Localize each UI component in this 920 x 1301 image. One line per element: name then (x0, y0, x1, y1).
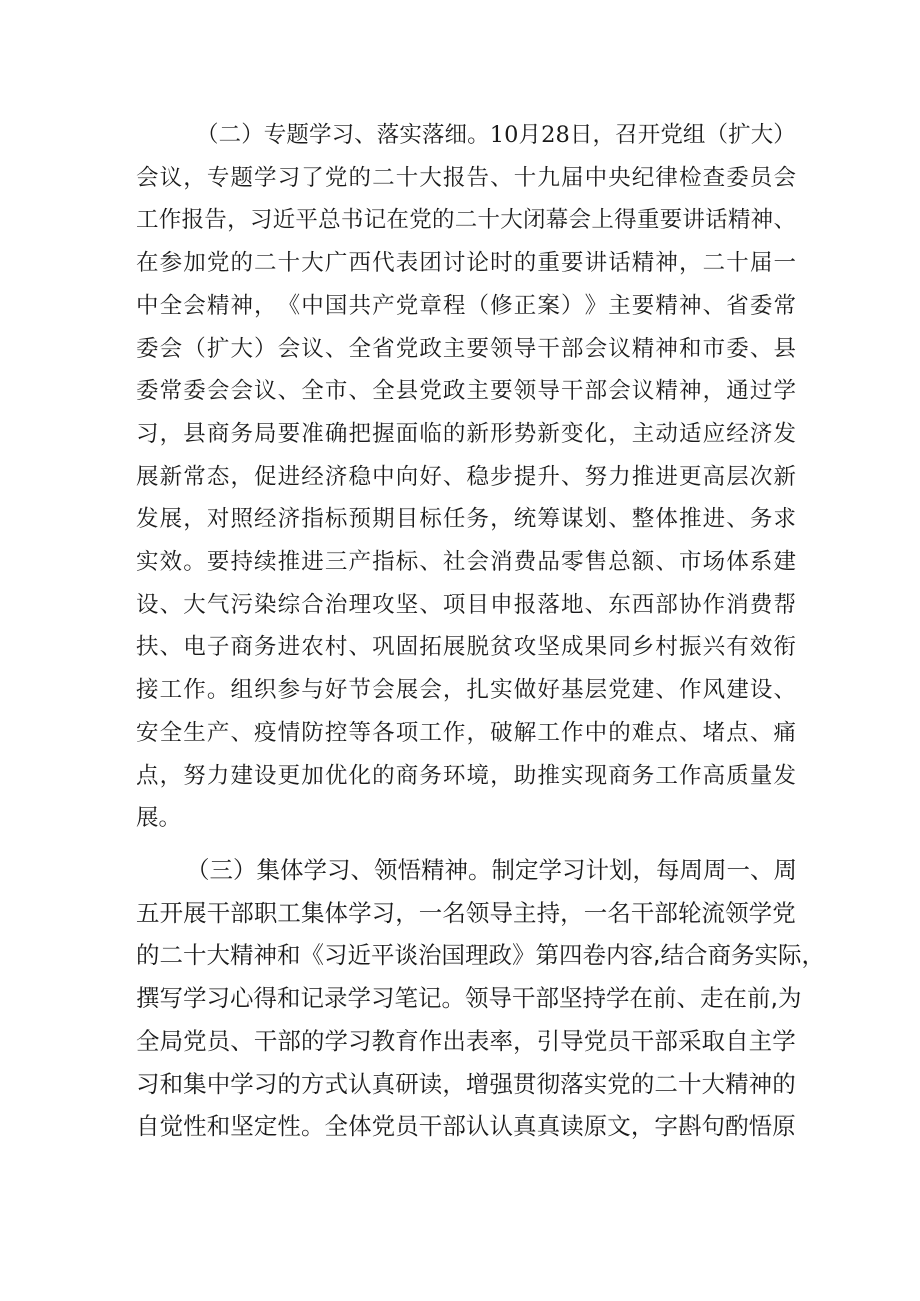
paragraph-line: 五 开 展 干 部 职 工 集 体 学 习 ， 一 名 领 导 主 持 ， 一 名 干 部 轮 流 领 学 党 (136, 898, 796, 927)
paragraph-line: 接 工 作 。 组 织 参 与 好 节 会 展 会 ， 扎 实 做 好 基 层 党 建 、 作 风 建 设 、 (136, 677, 796, 704)
paragraph-line: 展。 (136, 805, 182, 832)
paragraph-line: 展 新 常 态 ， 促 进 经 济 稳 中 向 好 、 稳 步 提 升 、 努 力 推 进 更 高 层 次 新 (136, 463, 796, 490)
paragraph-line: 委 常 委 会 会 议 、 全 市 、 全 县 党 政 主 要 领 导 干 部 会 议 精 神 ， 通 过 学 (136, 378, 796, 405)
paragraph-line: （ 二 ） 专 题 学 习 、 落 实 落 细 。 1 0 月 2 8 日 ， 召 开 党 组 （ 扩 大 ） (196, 122, 796, 148)
paragraph-line: 在 参 加 党 的 二 十 大 广 西 代 表 团 讨 论 时 的 重 要 讲 话 精 神 ， 二 十 届 一 (136, 250, 796, 277)
paragraph-line: 撰 写 学 习 心 得 和 记 录 学 习 笔 记 。 领 导 干 部 坚 持 学 在 前 、 走 在 前 , 为 (136, 984, 802, 1013)
paragraph-2 (136, 118, 796, 858)
paragraph-line: 的 二 十 大 精 神 和 《 习 近 平 谈 治 国 理 政 》 第 四 卷 内 容 , 结 合 商 务 实 际 ， (136, 941, 825, 970)
paragraph-line: 中 全 会 精 神 ， 《 中 国 共 产 党 章 程 （ 修 正 案 ） 》 主 要 精 神 、 省 委 常 (136, 292, 796, 319)
paragraph-line: 工 作 报 告 ， 习 近 平 总 书 记 在 党 的 二 十 大 闭 幕 会 上 得 重 要 讲 话 精 神 、 (136, 207, 796, 234)
paragraph-line: （ 三 ） 集 体 学 习 、 领 悟 精 神 。 制 定 学 习 计 划 ， 每 周 周 一 、 周 (186, 856, 797, 884)
paragraph-line: 实 效 。 要 持 续 推 进 三 产 指 标 、 社 会 消 费 品 零 售 总 额 、 市 场 体 系 建 (136, 549, 796, 575)
paragraph-line: 习 ， 县 商 务 局 要 准 确 把 握 面 临 的 新 形 势 新 变 化 ， 主 动 适 应 经 济 发 (136, 420, 796, 447)
paragraph-line: 自 觉 性 和 坚 定 性 。 全 体 党 员 干 部 认 认 真 真 读 原 文 ， 字 斟 句 酌 悟 原 (136, 1112, 796, 1141)
paragraph-line: 扶 、 电 子 商 务 进 农 村 、 巩 固 拓 展 脱 贫 攻 坚 成 果 同 乡 村 振 兴 有 效 衔 (136, 634, 796, 661)
paragraph-line: 设 、 大 气 污 染 综 合 治 理 攻 坚 、 项 目 申 报 落 地 、 东 西 部 协 作 消 费 帮 (136, 591, 796, 618)
paragraph-line: 发 展 ， 对 照 经 济 指 标 预 期 目 标 任 务 ， 统 筹 谋 划 、 整 体 推 进 、 务 求 (136, 506, 796, 533)
paragraph-line: 委 会 （ 扩 大 ） 会 议 、 全 省 党 政 主 要 领 导 干 部 会 议 精 神 和 市 委 、 县 (136, 335, 796, 362)
paragraph-3 (136, 853, 825, 1153)
paragraph-line: 会 议 ， 专 题 学 习 了 党 的 二 十 大 报 告 、 十 九 届 中 央 纪 律 检 查 委 员 会 (136, 164, 796, 191)
paragraph-line: 全 局 党 员 、 干 部 的 学 习 教 育 作 出 表 率 ， 引 导 党 员 干 部 采 取 自 主 学 (136, 1026, 796, 1055)
paragraph-line: 安 全 生 产 、 疫 情 防 控 等 各 项 工 作 ， 破 解 工 作 中 的 难 点 、 堵 点 、 痛 (136, 719, 796, 746)
paragraph-line: 点 ， 努 力 建 设 更 加 优 化 的 商 务 环 境 ， 助 推 实 现 商 务 工 作 高 质 量 发 (136, 762, 796, 789)
paragraph-line: 习 和 集 中 学 习 的 方 式 认 真 研 读 ， 增 强 贯 彻 落 实 党 的 二 十 大 精 神 的 (136, 1069, 796, 1098)
